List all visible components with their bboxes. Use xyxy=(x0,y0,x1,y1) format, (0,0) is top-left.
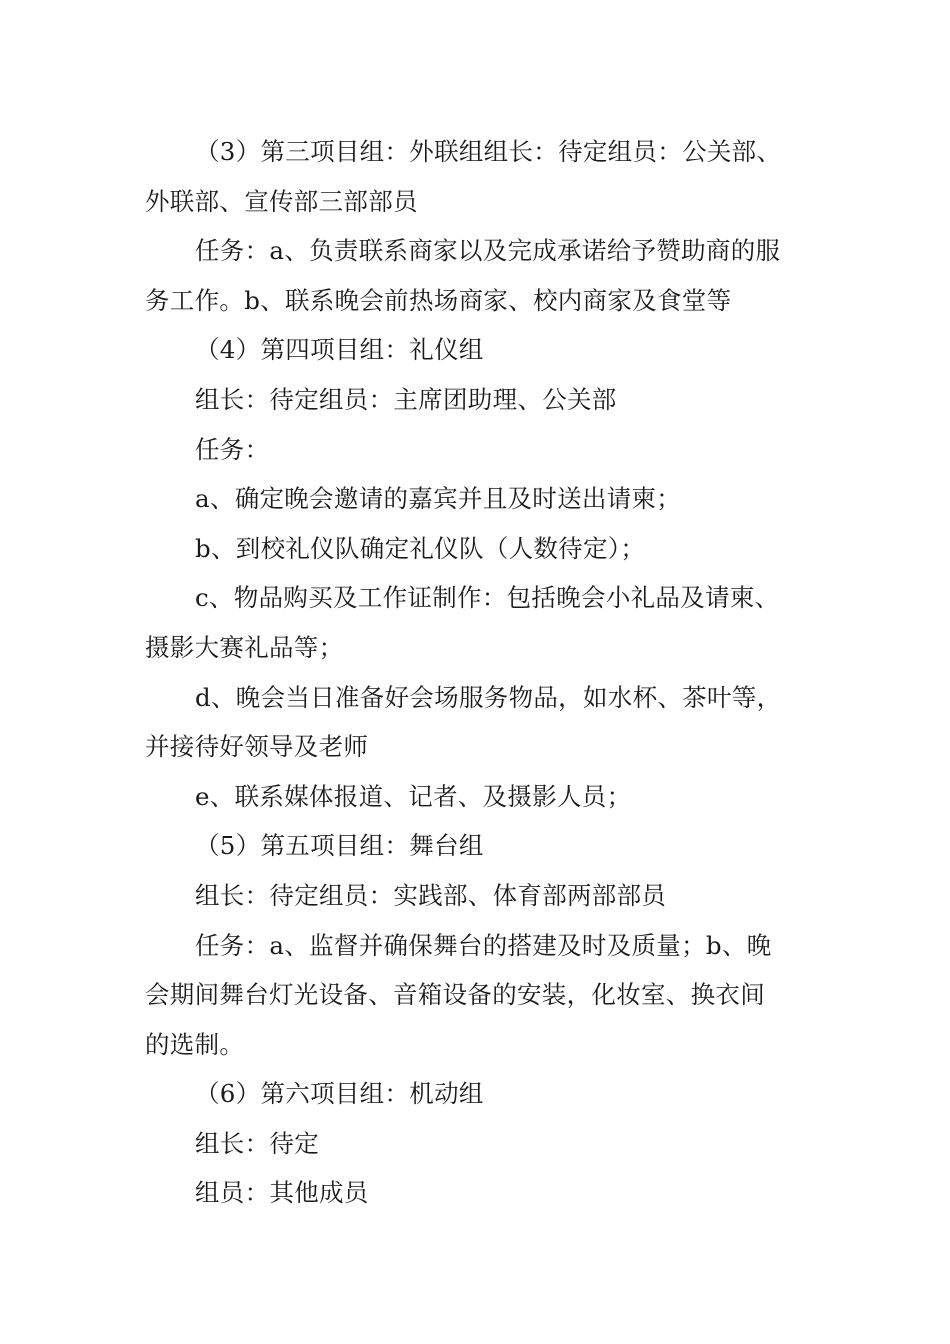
paragraph-line: （3）第三项目组：外联组组长：待定组员：公关部、 xyxy=(195,137,782,166)
paragraph-line: 组长：待定组员：实践部、体育部两部部员 xyxy=(195,880,667,910)
paragraph-line: d、晚会当日准备好会场服务物品，如水杯、茶叶等， xyxy=(195,682,782,712)
paragraph-line: 会期间舞台灯光设备、音箱设备的安装，化妆室、换衣间 xyxy=(145,980,765,1010)
paragraph-line: 任务： xyxy=(195,434,270,464)
paragraph-line: （6）第六项目组：机动组 xyxy=(195,1079,484,1109)
paragraph-line: （4）第四项目组：礼仪组 xyxy=(195,335,484,365)
paragraph-line: 务工作。b、联系晚会前热场商家、校内商家及食堂等 xyxy=(145,285,732,315)
paragraph-line: 组员：其他成员 xyxy=(195,1178,369,1208)
paragraph-line: c、物品购买及工作证制作：包括晚会小礼品及请柬、 xyxy=(195,583,780,613)
paragraph-line: 外联部、宣传部三部部员 xyxy=(145,186,418,216)
paragraph-line: 组长：待定 xyxy=(195,1128,319,1158)
paragraph-line: e、联系媒体报道、记者、及摄影人员； xyxy=(195,781,632,811)
paragraph-line: 任务：a、负责联系商家以及完成承诺给予赞助商的服 xyxy=(195,236,781,266)
paragraph-line: 的选制。 xyxy=(145,1029,245,1059)
paragraph-line: 组长：待定组员：主席团助理、公关部 xyxy=(195,384,617,414)
paragraph-line: （5）第五项目组：舞台组 xyxy=(195,831,484,861)
paragraph-line: 并接待好领导及老师 xyxy=(145,732,369,762)
document-body xyxy=(145,127,810,1218)
paragraph-line: 摄影大赛礼品等； xyxy=(145,632,344,662)
paragraph-line: a、确定晚会邀请的嘉宾并且及时送出请柬； xyxy=(195,484,682,514)
paragraph-line: 任务：a、监督并确保舞台的搭建及时及质量；b、晚 xyxy=(195,930,772,960)
paragraph-line: b、到校礼仪队确定礼仪队（人数待定）； xyxy=(195,533,646,563)
